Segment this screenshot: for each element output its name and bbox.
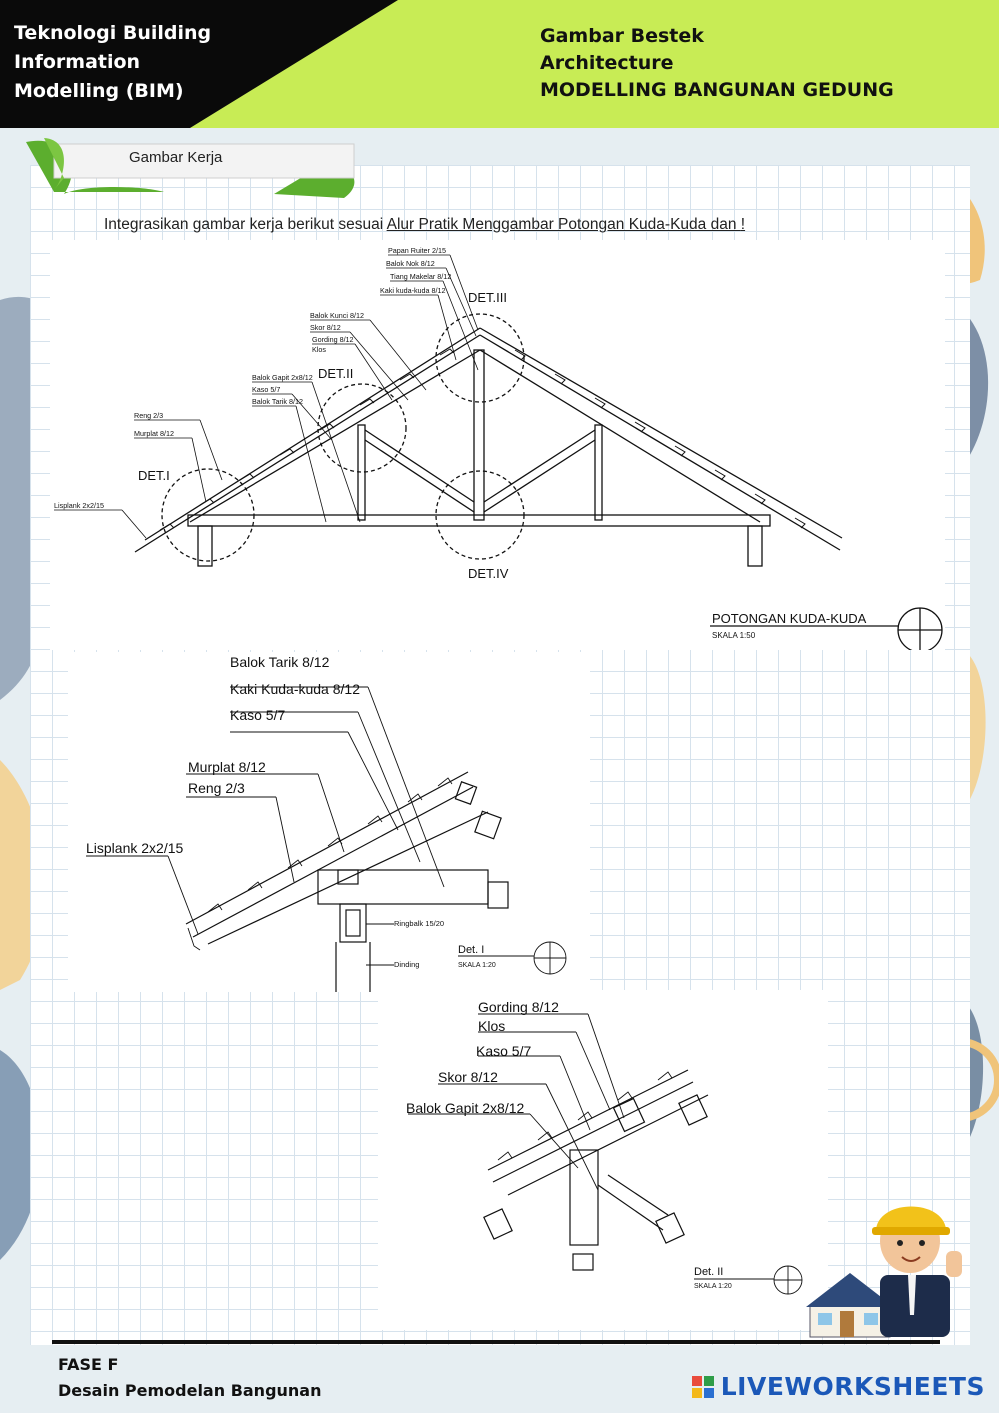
detail-1-drawing (68, 652, 590, 992)
instruction-suffix: ! (740, 216, 746, 233)
truss-label-skor: Skor 8/12 (310, 323, 341, 332)
det1-label-kaki-kuda-kuda: Kaki Kuda-kuda 8/12 (230, 681, 360, 697)
truss-label-balok-kunci: Balok Kunci 8/12 (310, 311, 364, 320)
truss-label-kaso: Kaso 5/7 (252, 385, 281, 394)
header-left-line-1: Teknologi Building (14, 22, 212, 44)
header-right-line-2: Architecture (540, 52, 674, 74)
truss-drawing (50, 240, 945, 650)
det2-label-gording: Gording 8/12 (478, 999, 559, 1015)
engineer-mascot-illustration (806, 1195, 974, 1340)
truss-label-balok-nok: Balok Nok 8/12 (386, 259, 435, 268)
header-left-line-3: Modelling (BIM) (14, 80, 184, 102)
header-right-line-3: MODELLING BANGUNAN GEDUNG (540, 79, 894, 101)
det2-scale: SKALA 1:20 (694, 1283, 732, 1290)
truss-label-balok-tarik: Balok Tarik 8/12 (252, 397, 304, 406)
detail-1-panel (68, 652, 590, 992)
det1-label-lisplank: Lisplank 2x2/15 (86, 840, 184, 856)
liveworksheets-logo-icon (692, 1376, 718, 1398)
truss-label-tiang-makelar: Tiang Makelar 8/12 (390, 272, 452, 281)
det1-label-ringbalk: Ringbalk 15/20 (394, 919, 445, 928)
truss-label-murplat: Murplat 8/12 (134, 429, 174, 438)
detail-2-panel (378, 990, 828, 1330)
det2-title: Det. II (694, 1266, 724, 1278)
detail-2-drawing (378, 990, 828, 1330)
truss-scale: SKALA 1:50 (712, 631, 756, 640)
header-right-line-1: Gambar Bestek (540, 25, 704, 47)
det1-scale: SKALA 1:20 (458, 962, 496, 969)
header-right-title (540, 23, 894, 104)
det2-label-kaso: Kaso 5/7 (476, 1043, 532, 1059)
truss-label-lisplank: Lisplank 2x2/15 (54, 501, 104, 510)
truss-drawing-panel (50, 240, 945, 650)
det2-label-skor: Skor 8/12 (438, 1069, 498, 1085)
truss-det-2: DET.II (318, 366, 354, 381)
det2-label-klos: Klos (478, 1018, 506, 1034)
header-left-title (14, 19, 211, 106)
truss-title: POTONGAN KUDA-KUDA (712, 611, 867, 626)
det1-label-dinding: Dinding (394, 960, 420, 969)
instruction-link[interactable]: Alur Pratik Menggambar Potongan Kuda-Kuda dan (386, 216, 741, 233)
det1-label-reng: Reng 2/3 (188, 780, 245, 796)
header-left-line-2: Information (14, 51, 141, 73)
det1-title: Det. I (458, 944, 485, 956)
truss-label-kaki-kuda-kuda: Kaki kuda-kuda 8/12 (380, 286, 446, 295)
det2-label-balok-gapit: Balok Gapit 2x8/12 (406, 1100, 525, 1116)
truss-label-balok-gapit: Balok Gapit 2x8/12 (252, 373, 313, 382)
truss-label-klos: Klos (312, 345, 326, 354)
truss-det-3: DET.III (468, 290, 508, 305)
truss-label-papan-ruiter: Papan Ruiter 2/15 (388, 246, 446, 255)
truss-label-gording: Gording 8/12 (312, 335, 354, 344)
det1-label-murplat: Murplat 8/12 (188, 759, 266, 775)
liveworksheets-brand[interactable]: LIVEWORKSHEETS (720, 1372, 985, 1401)
instruction-text (104, 216, 745, 234)
ribbon-banner (24, 134, 370, 200)
footer-phase: FASE F (58, 1355, 119, 1374)
ribbon-label: Gambar Kerja (129, 149, 223, 166)
det1-label-balok-tarik: Balok Tarik 8/12 (230, 654, 330, 670)
truss-det-4: DET.IV (468, 566, 509, 581)
truss-det-1: DET.I (138, 468, 170, 483)
footer-subject: Desain Pemodelan Bangunan (58, 1381, 322, 1400)
det1-label-kaso: Kaso 5/7 (230, 707, 286, 723)
instruction-prefix: Integrasikan gambar kerja berikut sesuai (104, 216, 387, 233)
footer-divider (52, 1340, 940, 1344)
truss-label-reng: Reng 2/3 (134, 411, 164, 420)
